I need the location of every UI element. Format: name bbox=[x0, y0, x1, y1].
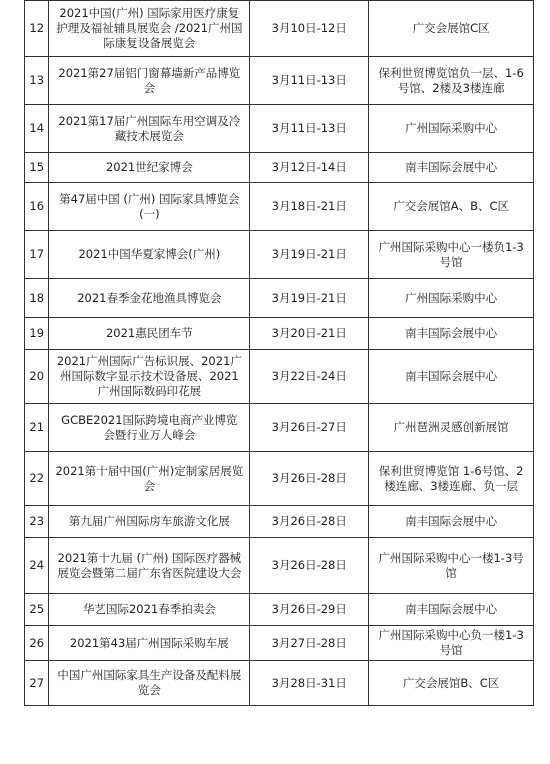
row-number: 14 bbox=[25, 105, 49, 153]
exhibition-date: 3月18日-21日 bbox=[250, 183, 369, 231]
exhibition-date: 3月26日-28日 bbox=[250, 538, 369, 594]
exhibition-date: 3月12日-14日 bbox=[250, 153, 369, 183]
table-row bbox=[25, 350, 534, 404]
row-number: 16 bbox=[25, 183, 49, 231]
exhibition-date: 3月19日-21日 bbox=[250, 279, 369, 318]
table-row bbox=[25, 153, 534, 183]
exhibition-venue: 南丰国际会展中心 bbox=[369, 350, 534, 404]
exhibition-venue: 南丰国际会展中心 bbox=[369, 153, 534, 183]
exhibition-name: 第47届中国 (广州) 国际家具博览会 (一) bbox=[49, 183, 250, 231]
exhibition-venue: 保利世贸博览馆 1-6号馆、2楼连廊、3楼连廊、负一层 bbox=[369, 452, 534, 506]
table-row bbox=[25, 538, 534, 594]
table-row bbox=[25, 231, 534, 279]
row-number: 15 bbox=[25, 153, 49, 183]
exhibition-date: 3月26日-27日 bbox=[250, 404, 369, 452]
row-number: 13 bbox=[25, 57, 49, 105]
exhibition-venue: 广州国际采购中心负一楼1-3号馆 bbox=[369, 626, 534, 661]
table-row bbox=[25, 661, 534, 706]
row-number: 21 bbox=[25, 404, 49, 452]
exhibition-name: 2021广州国际广告标识展、2021广州国际数字显示技术设备展、2021广州国际数码印花展 bbox=[49, 350, 250, 404]
exhibition-name: 中国广州国际家具生产设备及配料展览会 bbox=[49, 661, 250, 706]
exhibition-date: 3月11日-13日 bbox=[250, 105, 369, 153]
table-row bbox=[25, 506, 534, 538]
exhibition-date: 3月26日-28日 bbox=[250, 452, 369, 506]
row-number: 19 bbox=[25, 318, 49, 350]
exhibition-date: 3月10日-12日 bbox=[250, 1, 369, 57]
exhibition-name: GCBE2021国际跨境电商产业博览会暨行业万人峰会 bbox=[49, 404, 250, 452]
exhibition-name: 2021世纪家博会 bbox=[49, 153, 250, 183]
row-number: 23 bbox=[25, 506, 49, 538]
exhibition-venue: 广州国际采购中心一楼负1-3号馆 bbox=[369, 231, 534, 279]
exhibition-date: 3月28日-31日 bbox=[250, 661, 369, 706]
exhibition-venue: 南丰国际会展中心 bbox=[369, 506, 534, 538]
row-number: 22 bbox=[25, 452, 49, 506]
table-row bbox=[25, 452, 534, 506]
exhibition-name: 华艺国际2021春季拍卖会 bbox=[49, 594, 250, 626]
exhibition-date: 3月11日-13日 bbox=[250, 57, 369, 105]
exhibition-date: 3月22日-24日 bbox=[250, 350, 369, 404]
exhibition-date: 3月19日-21日 bbox=[250, 231, 369, 279]
row-number: 18 bbox=[25, 279, 49, 318]
exhibition-venue: 广州国际采购中心 bbox=[369, 279, 534, 318]
row-number: 17 bbox=[25, 231, 49, 279]
exhibition-name: 2021春季金花地渔具博览会 bbox=[49, 279, 250, 318]
table-row bbox=[25, 404, 534, 452]
table-row bbox=[25, 183, 534, 231]
exhibition-venue: 广州国际采购中心一楼1-3号馆 bbox=[369, 538, 534, 594]
table-row bbox=[25, 105, 534, 153]
table-body bbox=[25, 1, 534, 706]
exhibition-venue: 广交会展馆B、C区 bbox=[369, 661, 534, 706]
exhibition-date: 3月26日-28日 bbox=[250, 506, 369, 538]
exhibition-date: 3月27日-28日 bbox=[250, 626, 369, 661]
exhibition-venue: 保利世贸博览馆负一层、1-6号馆、2楼及3楼连廊 bbox=[369, 57, 534, 105]
table-row bbox=[25, 57, 534, 105]
exhibition-schedule bbox=[24, 0, 534, 706]
table-row bbox=[25, 594, 534, 626]
exhibition-venue: 广州琶洲灵感创新展馆 bbox=[369, 404, 534, 452]
table-row bbox=[25, 279, 534, 318]
exhibition-venue: 广交会展馆A、B、C区 bbox=[369, 183, 534, 231]
row-number: 24 bbox=[25, 538, 49, 594]
row-number: 26 bbox=[25, 626, 49, 661]
table-row bbox=[25, 1, 534, 57]
exhibition-name: 2021第17届广州国际车用空调及冷藏技术展览会 bbox=[49, 105, 250, 153]
exhibition-name: 第九届广州国际房车旅游文化展 bbox=[49, 506, 250, 538]
exhibition-name: 2021第27届铝门窗幕墙新产品博览会 bbox=[49, 57, 250, 105]
exhibition-name: 2021第43届广州国际采购车展 bbox=[49, 626, 250, 661]
exhibition-date: 3月26日-29日 bbox=[250, 594, 369, 626]
exhibition-name: 2021惠民团车节 bbox=[49, 318, 250, 350]
exhibition-venue: 南丰国际会展中心 bbox=[369, 318, 534, 350]
row-number: 27 bbox=[25, 661, 49, 706]
table-row bbox=[25, 318, 534, 350]
exhibition-name: 2021中国华夏家博会(广州) bbox=[49, 231, 250, 279]
exhibition-venue: 广州国际采购中心 bbox=[369, 105, 534, 153]
row-number: 25 bbox=[25, 594, 49, 626]
exhibition-table bbox=[24, 0, 534, 706]
table-row bbox=[25, 626, 534, 661]
exhibition-date: 3月20日-21日 bbox=[250, 318, 369, 350]
exhibition-name: 2021第十届中国(广州)定制家居展览会 bbox=[49, 452, 250, 506]
exhibition-name: 2021中国(广州) 国际家用医疗康复护理及福祉辅具展览会 /2021广州国际康复设备展览会 bbox=[49, 1, 250, 57]
exhibition-venue: 广交会展馆C区 bbox=[369, 1, 534, 57]
row-number: 20 bbox=[25, 350, 49, 404]
exhibition-name: 2021第十九届 (广州) 国际医疗器械展览会暨第二届广东省医院建设大会 bbox=[49, 538, 250, 594]
exhibition-venue: 南丰国际会展中心 bbox=[369, 594, 534, 626]
row-number: 12 bbox=[25, 1, 49, 57]
